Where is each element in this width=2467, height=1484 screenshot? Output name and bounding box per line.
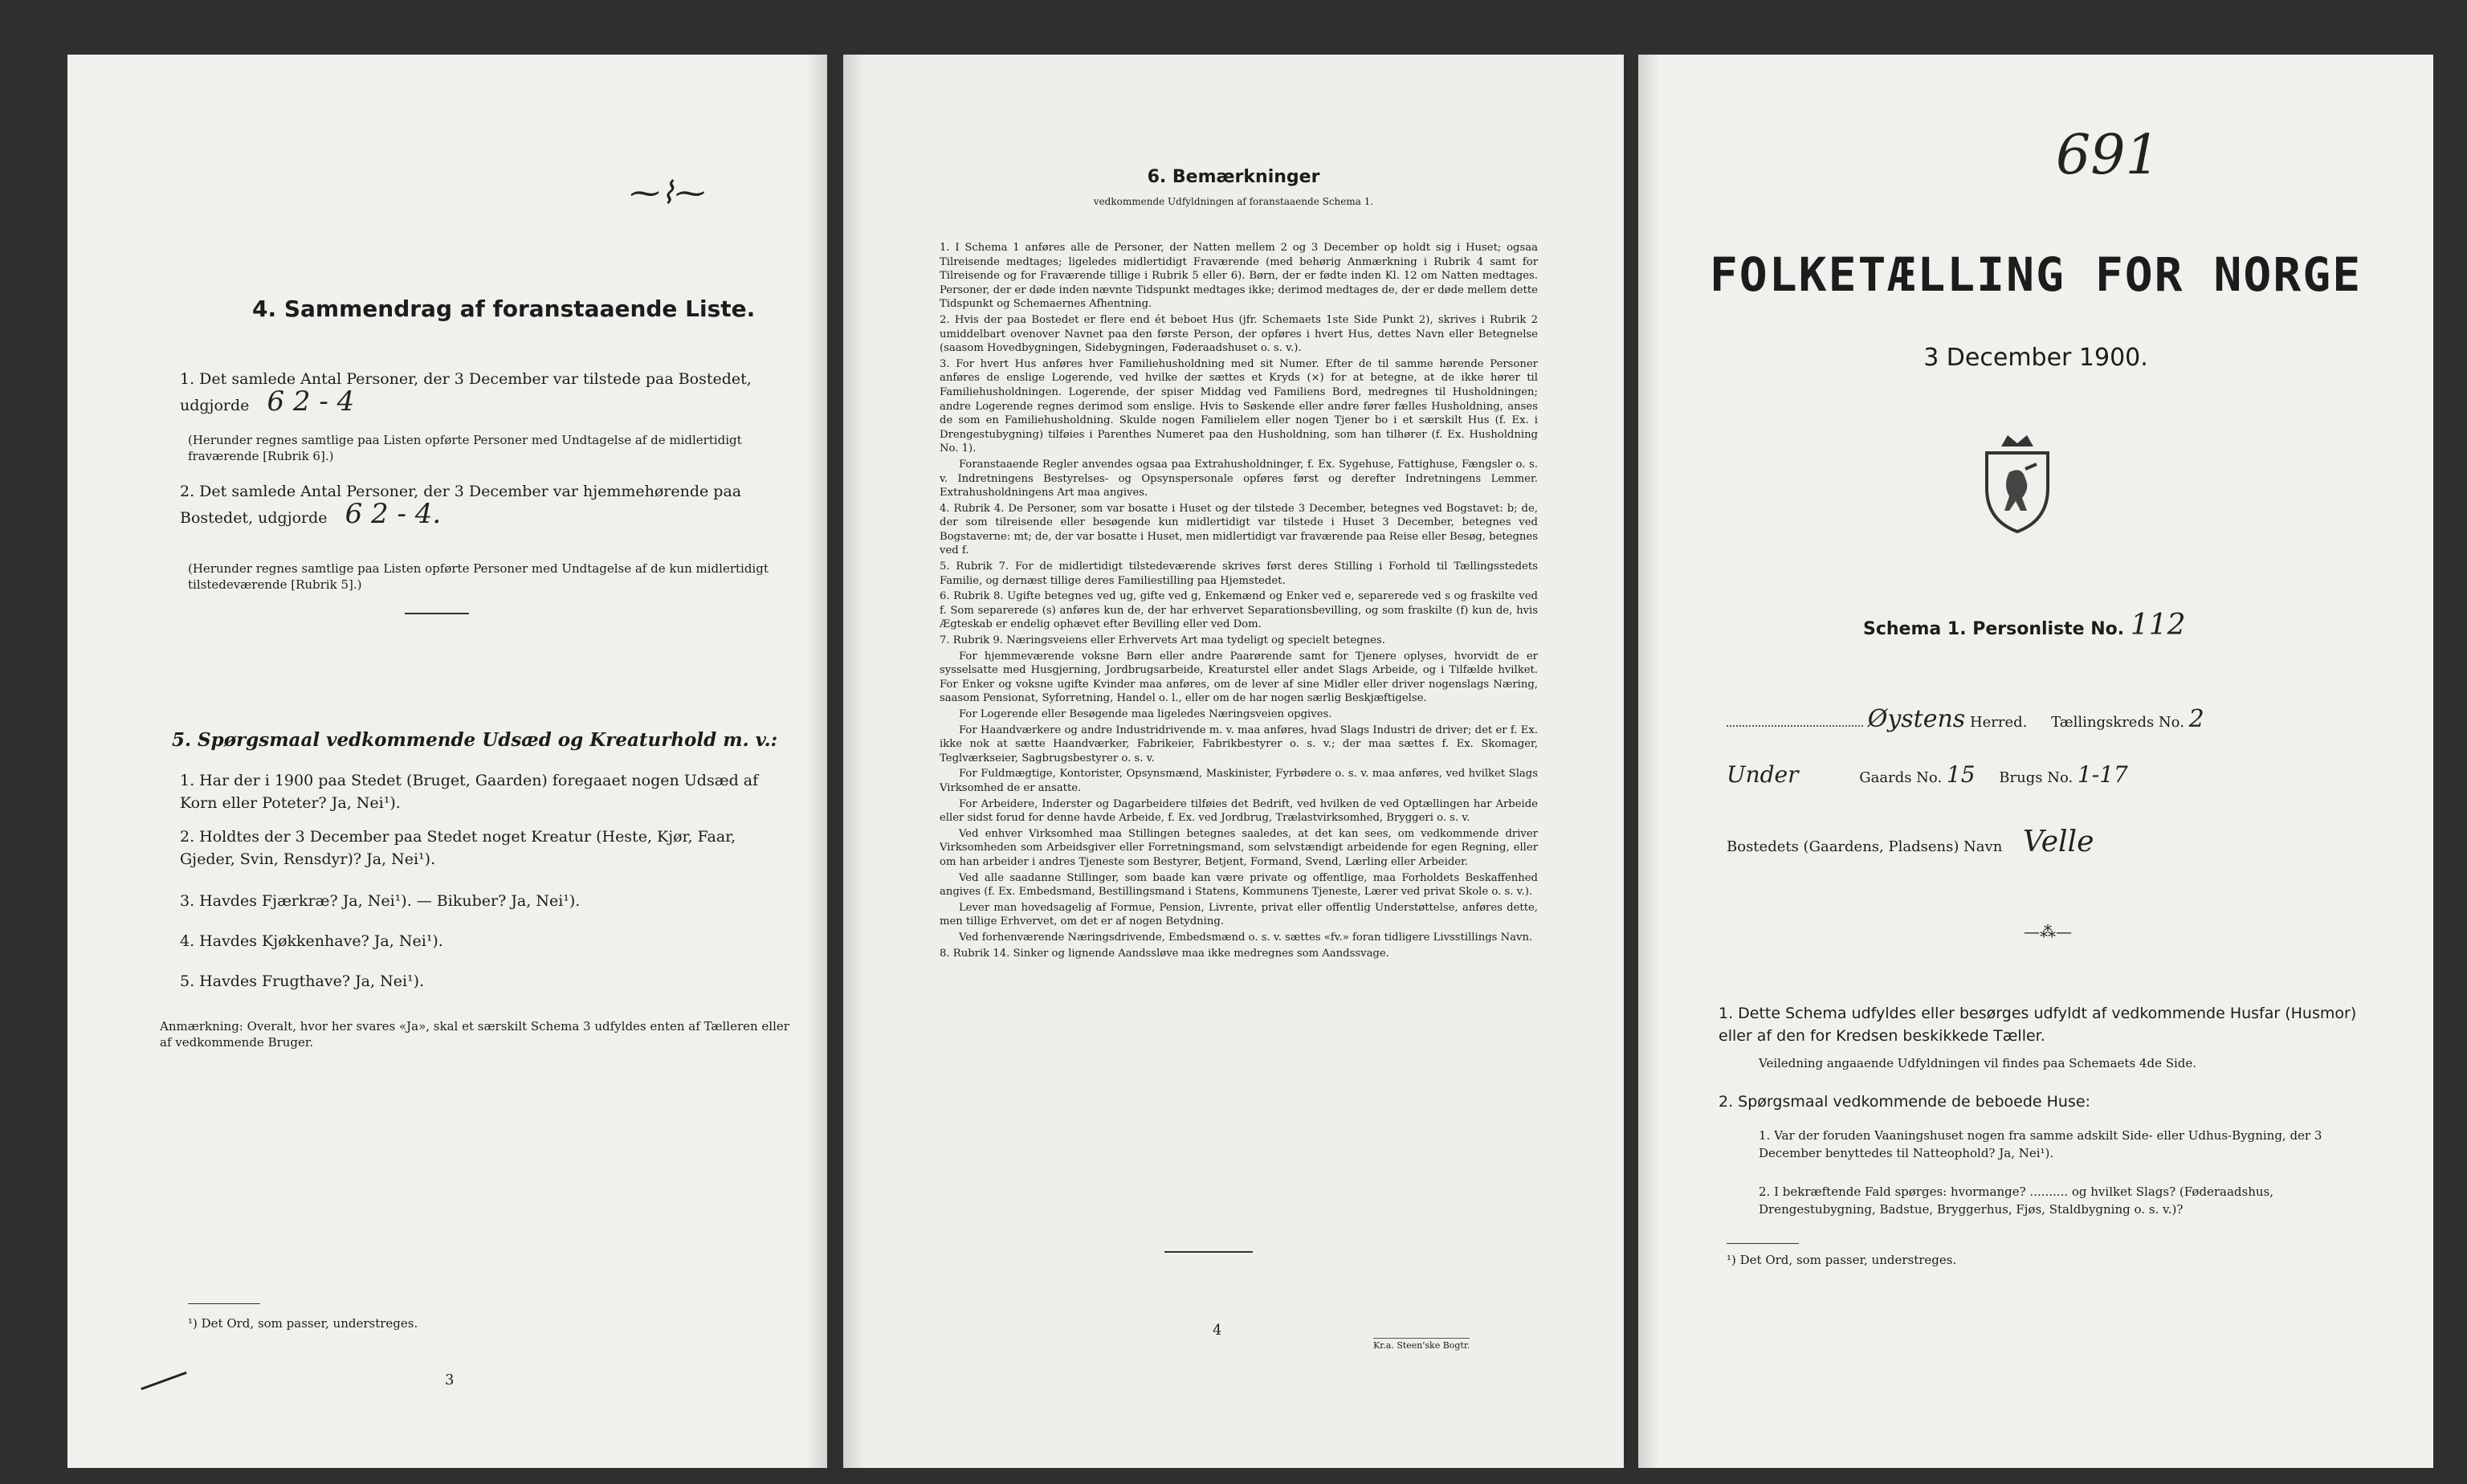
section4-title: 4. Sammendrag af foranstaaende Liste. (252, 296, 756, 322)
remark-item: 4. Rubrik 4. De Personer, som var bosatte i Huset og der tilstede 3 December, betegnes ved Bogstavet: b; de, der som tilreisende eller besøgende kun midlertidigt var tilstede i Huset 3 December, betegnes ved Bogstaverne: mt; de, der var bosatte i Huset, men midlertidigt var fraværende paa Reise eller Besøg, betegnes ved f. (940, 502, 1538, 557)
herred-label: Herred. (1969, 714, 2028, 731)
remark-item: 1. I Schema 1 anføres alle de Personer, der Natten mellem 2 og 3 December op holdt sig i Huset; ogsaa Tilreisende medtages; ligeledes midlertidigt Fraværende (med behørig Anmærkning i Rubrik 4 samt for Tilreisende og for Fraværende tillige i Rubrik 5 eller 6). Børn, der er fødte inden Kl. 12 om Natten medtages. Personer, der er døde inden nævnte Tidspunkt medtages ikke; derimod medtages de, der er døde mellem dette Tidspunkt og Schemaernes Afhentning. (940, 242, 1538, 311)
item2-handwritten-values: 6 2 - 4. (345, 498, 442, 530)
remarks-list (940, 241, 1538, 962)
remark-item: Ved enhver Virksomhed maa Stillingen betegnes saaledes, at det kan sees, om vedkommende driver Virksomheden som Arbeidsgiver eller Forretningsmand, som selvstændigt arbeidende for egen Regning, eller om han arbeider i andres Tjeneste som Bestyrer, Betjent, Formand, Svend, Lærling eller Arbeider. (940, 827, 1538, 868)
divider (405, 613, 469, 614)
archive-number: 691 (2056, 124, 2160, 187)
footnote-rule (1727, 1243, 1799, 1244)
kreds-value: 2 (2188, 705, 2204, 733)
section5-title: 5. Spørgsmaal vedkommende Udsæd og Kreaturhold m. v.: (172, 729, 778, 751)
kreds-label: Tællingskreds No. (2051, 714, 2184, 731)
page-fold-shadow (843, 55, 864, 1468)
instruction-1: 1. Dette Schema udfyldes eller besørges udfyldt af vedkommende Husfar (Husmor) eller af den for Kredsen beskikkede Tæller. (1719, 1005, 2357, 1045)
item2-text: 2. Det samlede Antal Personer, der 3 December var hjemmehørende paa Bostedet, udgjorde (180, 483, 742, 527)
instruction-2-q2: 2. I bekræftende Fald spørges: hvormange? .......... og hvilket Slags? (Føderaadshus, Drengestubygning, Badstue, Bryggerhus, Fjøs, Staldbygning o. s. v.)? (1759, 1184, 2273, 1217)
remark-item: 3. For hvert Hus anføres hver Familiehusholdning med sit Numer. Efter de til samme hørende Personer anføres de enslige Logerende, ved hvilke der sættes et Kryds (×) for at betegne, at de ikke hører til Familiehusholdningen. Logerende, der spiser Middag ved Familiens Bord, medregnes til Husholdningen; andre Logerende regnes derimod som enslige. Hvis to Søskende eller andre fører fælles Husholdning, anses de som en Familiehusholdning. Skulde nogen Familielem eller nogen Tjener bo i et særskilt Hus (f. Ex. i Drengestubygning) tilføies i Parenthes Numeret paa den Husholdning, som han tilhører (f. Ex. Husholdning No. 1). (940, 357, 1538, 455)
printer-mark: Kr.a. Steen'ske Bogtr. (1373, 1338, 1470, 1351)
remark-item: 7. Rubrik 9. Næringsveiens eller Erhvervets Art maa tydeligt og specielt betegnes. (940, 634, 1385, 647)
schema-number: 112 (2130, 609, 2186, 642)
remark-item: For Fuldmægtige, Kontorister, Opsynsmænd, Maskinister, Fyrbødere o. s. v. maa anføres, ved hvilket Slags Virksomhed de er ansatte. (940, 768, 1538, 794)
pencil-scribble: ⁓⌇⁓ (630, 175, 706, 210)
remark-item: For Logerende eller Besøgende maa ligeledes Næringsveien opgives. (959, 708, 1332, 720)
instruction-2: 2. Spørgsmaal vedkommende de beboede Huse: (1719, 1093, 2090, 1111)
remark-item: Ved alle saadanne Stillinger, som baade kan være private og offentlige, maa Forholdets Beskaffenhed angives (f. Ex. Embedsmand, Bestillingsmand i Statens, Kommunens Tjeneste, Lærer ved privat Skole o. s. v.). (940, 871, 1538, 899)
remark-item: Lever man hovedsagelig af Formue, Pension, Livrente, privat eller offentlig Understøttelse, anføres dette, men tillige Erhvervet, om det er af nogen Betydning. (940, 901, 1538, 928)
remark-item: Foranstaaende Regler anvendes ogsaa paa Extrahusholdninger, f. Ex. Sygehuse, Fattighuse, Fængsler o. s. v. Indretningens Bestyrelses- og Opsynspersonale opføres først og derefter Indretningens Lemmer. Extrahusholdningens Art maa angives. (940, 458, 1538, 499)
remarks-title: 6. Bemærkninger (1147, 167, 1320, 187)
question-1: 1. Har der i 1900 paa Stedet (Bruget, Gaarden) foregaaet nogen Udsæd af Korn eller Poteter? Ja, Nei¹). (180, 772, 759, 812)
remarks-subtitle: vedkommende Udfyldningen af foranstaaende Schema 1. (1093, 196, 1374, 207)
gaards-label: Gaards No. (1859, 769, 1943, 786)
herred-value: Øystens (1867, 705, 1966, 733)
schema-line (1863, 609, 2186, 642)
coat-of-arms-icon (1977, 432, 2057, 540)
page-fold-shadow (806, 55, 827, 1468)
section4-item2 (180, 480, 790, 529)
herred-line (1727, 705, 2393, 733)
section4-item1 (180, 368, 790, 417)
brugs-label: Brugs No. (1999, 769, 2074, 786)
page-right (1638, 55, 2433, 1468)
item1-handwritten-values: 6 2 - 4 (267, 385, 355, 418)
instruction-2-q1: 1. Var der foruden Vaaningshuset nogen fra samme adskilt Side- eller Udhus-Bygning, der 3 December benyttedes til Natteophold? Ja, Nei¹). (1759, 1128, 2322, 1160)
divider (1164, 1251, 1253, 1253)
remark-item: 5. Rubrik 7. For de midlertidigt tilstedeværende skrives først deres Stilling i Forhold til Tællingsstedets Familie, og dernæst tillige deres Familiestilling paa Hjemstedet. (940, 561, 1538, 587)
gaards-value: 15 (1946, 761, 1976, 788)
gaards-line (1727, 761, 2393, 788)
page-left (67, 55, 827, 1468)
page-number: 3 (445, 1372, 455, 1388)
remark-item: Ved forhenværende Næringsdrivende, Embedsmænd o. s. v. sættes «fv.» foran tidligere Livsstillings Navn. (959, 931, 1533, 944)
remark-item: 6. Rubrik 8. Ugifte betegnes ved ug, gifte ved g, Enkemænd og Enker ved e, separerede ved s og fraskilte ved f. Som separerede (s) anføres kun de, der har erhvervet Separationsbevilling, og som fraskilte (f) kun de, hvis Ægteskab er endelig ophævet efter Bevilling eller ved Dom. (940, 590, 1538, 631)
item1-note: (Herunder regnes samtlige paa Listen opførte Personer med Undtagelse af de midlertidigt fraværende [Rubrik 6].) (188, 433, 742, 463)
page-number: 4 (1213, 1322, 1222, 1339)
ornament-icon: —⁂— (2024, 922, 2072, 941)
footnote: ¹) Det Ord, som passer, understreges. (188, 1316, 418, 1331)
remark-item: 2. Hvis der paa Bostedet er flere end ét beboet Hus (jfr. Schemaets 1ste Side Punkt 2), skrives i Rubrik 2 umiddelbart ovenover Navnet paa den første Person, der opføres i hvert Hus, dettes Navn eller Betegnelse (saasom Hovedbygningen, Sidebygningen, Føderaadshuset o. s. v.). (940, 313, 1538, 355)
remark-item: For Haandværkere og andre Industridrivende m. v. maa anføres, hvad Slags Industri de driver; det er f. Ex. ikke nok at sætte Haandværker, Fabrikeier, Fabrikbestyrer o. s. v.; der maa sættes f. Ex. Skomager, Teglværkseier, Sagbrugsbestyrer o. s. v. (940, 724, 1538, 764)
item1-text: 1. Det samlede Antal Personer, der 3 December var tilstede paa Bostedet, udgjorde (180, 370, 752, 414)
question-3: 3. Havdes Fjærkræ? Ja, Nei¹). — Bikuber? Ja, Nei¹). (180, 892, 581, 910)
question-4: 4. Havdes Kjøkkenhave? Ja, Nei¹). (180, 932, 443, 950)
item2-note: (Herunder regnes samtlige paa Listen opførte Personer med Undtagelse af de kun midlertidigt tilstedeværende [Rubrik 5].) (188, 561, 769, 592)
question-2: 2. Holdtes der 3 December paa Stedet noget Kreatur (Heste, Kjør, Faar, Gjeder, Svin, Rensdyr)? Ja, Nei¹). (180, 828, 736, 868)
bosted-line (1727, 826, 2393, 858)
pencil-mark (141, 1372, 186, 1390)
footnote: ¹) Det Ord, som passer, understreges. (1727, 1253, 1957, 1267)
remark-item: 8. Rubrik 14. Sinker og lignende Aandssløve maa ikke medregnes som Aandssvage. (940, 947, 1389, 960)
anmerkning-note: Anmærkning: Overalt, hvor her svares «Ja», skal et særskilt Schema 3 udfyldes enten af Tælleren eller af vedkommende Bruger. (160, 1019, 789, 1050)
bosted-value: Velle (2023, 826, 2094, 858)
under-value: Under (1727, 761, 1799, 788)
footnote-rule (188, 1303, 260, 1304)
page-middle (843, 55, 1624, 1468)
remark-item: For Arbeidere, Inderster og Dagarbeidere tilføies det Bedrift, ved hvilken de ved Optællingen har Arbeide eller sidst forud for denne havde Arbeide, f. Ex. ved Jordbrug, Trælastvirksomhed, Bryggeri o. s. v. (940, 797, 1538, 825)
instruction-1-sub: Veiledning angaaende Udfyldningen vil findes paa Schemaets 4de Side. (1759, 1056, 2197, 1070)
remark-item: For hjemmeværende voksne Børn eller andre Paarørende samt for Tjenere oplyses, hvorvidt de er sysselsatte med Husgjerning, Jordbrugsarbeide, Kreaturstel eller andet Slags Arbeide, og i Tilfælde hvilket. For Enker og voksne ugifte Kvinder maa anføres, om de lever af sine Midler eller driver nogenslags Næring, saasom Pensionat, Syforretning, Handel o. l., eller om de har nogen særlig Beskjæftigelse. (940, 650, 1538, 705)
brugs-value: 1-17 (2077, 761, 2128, 788)
bosted-label: Bostedets (Gaardens, Pladsens) Navn (1727, 838, 2003, 855)
census-title: FOLKETÆLLING FOR NORGE (1709, 247, 2363, 302)
question-5: 5. Havdes Frugthave? Ja, Nei¹). (180, 972, 425, 990)
census-date: 3 December 1900. (1923, 344, 2148, 372)
schema-label: Schema 1. Personliste No. (1863, 619, 2125, 639)
